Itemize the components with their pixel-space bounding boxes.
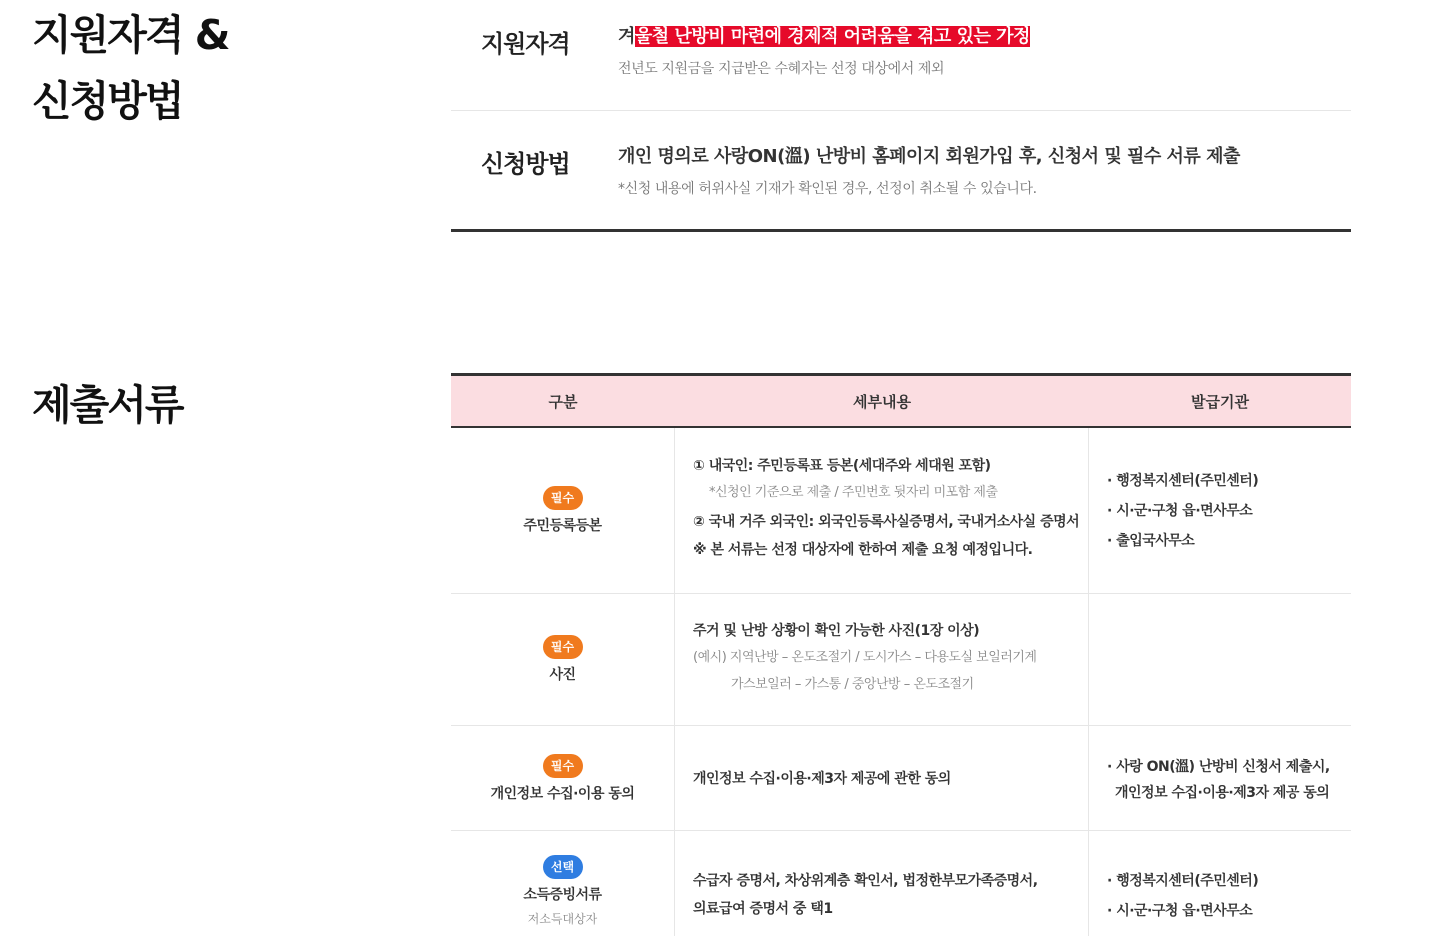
header-issuer: 발급기관 [1191,392,1249,411]
method-note: *신청 내용에 허위사실 기재가 확인된 경우, 선정이 취소될 수 있습니다. [618,181,1037,197]
doc-name: 소득증빙서류 [523,887,602,903]
eligibility-main [618,24,1351,50]
doc-name-note: 저소득대상자 [527,912,598,926]
detail-line: 주거 및 난방 상황이 확인 가능한 사진(1장 이상) [693,623,980,639]
doc-detail-cell [675,428,1089,593]
issuer-line: · 시·군·구청 읍·면사무소 [1107,503,1253,519]
method-label: 신청방법 [481,150,570,178]
doc-issuer-cell [1089,428,1351,593]
detail-line: ② 국내 거주 외국인: 외국인등록사실증명서, 국내거소사실 증명서 [693,514,1080,530]
doc-detail-cell [675,726,1089,830]
doc-name: 주민등록등본 [523,518,602,534]
issuer-line: · 행정복지센터(주민센터) [1107,873,1259,889]
method-content [618,111,1351,198]
doc-name: 개인정보 수집·이용 동의 [490,785,635,802]
table-row [451,726,1351,831]
doc-detail-cell [675,594,1089,725]
method-row [451,111,1351,232]
eligibility-row [451,0,1351,111]
section-title-qualification [32,2,228,134]
eligibility-highlight: 울철 난방비 마련에 경제적 어려움을 겪고 있는 가정 [634,26,1030,47]
required-badge: 필수 [543,754,583,778]
section-title-documents: 제출서류 [32,381,183,429]
detail-line: ① 내국인: 주민등록표 등본(세대주와 세대원 포함) [693,458,991,474]
doc-name-cell [451,726,675,830]
doc-name-cell [451,831,675,936]
doc-issuer-cell [1089,831,1351,936]
detail-note: *신청인 기준으로 제출 / 주민번호 뒷자리 미포함 제출 [709,485,998,500]
detail-note: 가스보일러 – 가스통 / 중앙난방 – 온도조절기 [731,677,974,692]
eligibility-note: 전년도 지원금을 지급받은 수혜자는 선정 대상에서 제외 [618,61,945,77]
eligibility-label: 지원자격 [481,30,570,58]
detail-line: 수급자 증명서, 차상위계층 확인서, 법정한부모가족증명서, [693,873,1038,889]
optional-badge: 선택 [543,855,583,879]
detail-line: 개인정보 수집·이용·제3자 제공에 관한 동의 [693,771,951,787]
required-badge: 필수 [543,486,583,510]
eligibility-main-prefix: 겨 [618,26,635,47]
issuer-line: · 사랑 ON(溫) 난방비 신청서 제출시, [1107,759,1330,775]
doc-detail-cell [675,831,1089,936]
table-row [451,831,1351,936]
issuer-line: 개인정보 수집·이용·제3자 제공 동의 [1115,785,1330,801]
doc-name: 사진 [549,667,576,683]
title-line-2: 신청방법 [32,77,183,125]
header-category: 구분 [548,392,578,411]
table-row [451,428,1351,594]
documents-table-header [451,373,1351,428]
issuer-line: · 출입국사무소 [1107,533,1195,549]
doc-issuer-cell [1089,726,1351,830]
detail-line: 의료급여 증명서 중 택1 [693,901,833,917]
table-row [451,594,1351,726]
doc-issuer-cell [1089,594,1351,725]
detail-note: (예시) 지역난방 – 온도조절기 / 도시가스 – 다용도실 보일러기계 [693,650,1037,665]
detail-line: ※ 본 서류는 선정 대상자에 한하여 제출 요청 예정입니다. [693,542,1033,558]
qualification-block [451,0,1351,232]
doc-name-cell [451,594,675,725]
header-details: 세부내용 [853,392,911,411]
required-badge: 필수 [543,635,583,659]
issuer-line: · 시·군·구청 읍·면사무소 [1107,903,1253,919]
issuer-line: · 행정복지센터(주민센터) [1107,473,1259,489]
method-main: 개인 명의로 사랑ON(溫) 난방비 홈페이지 회원가입 후, 신청서 및 필수 서류 제출 [618,146,1240,167]
eligibility-content [618,0,1351,78]
documents-table [451,373,1351,936]
title-line-1: 지원자격 & [32,11,229,59]
doc-name-cell [451,428,675,593]
